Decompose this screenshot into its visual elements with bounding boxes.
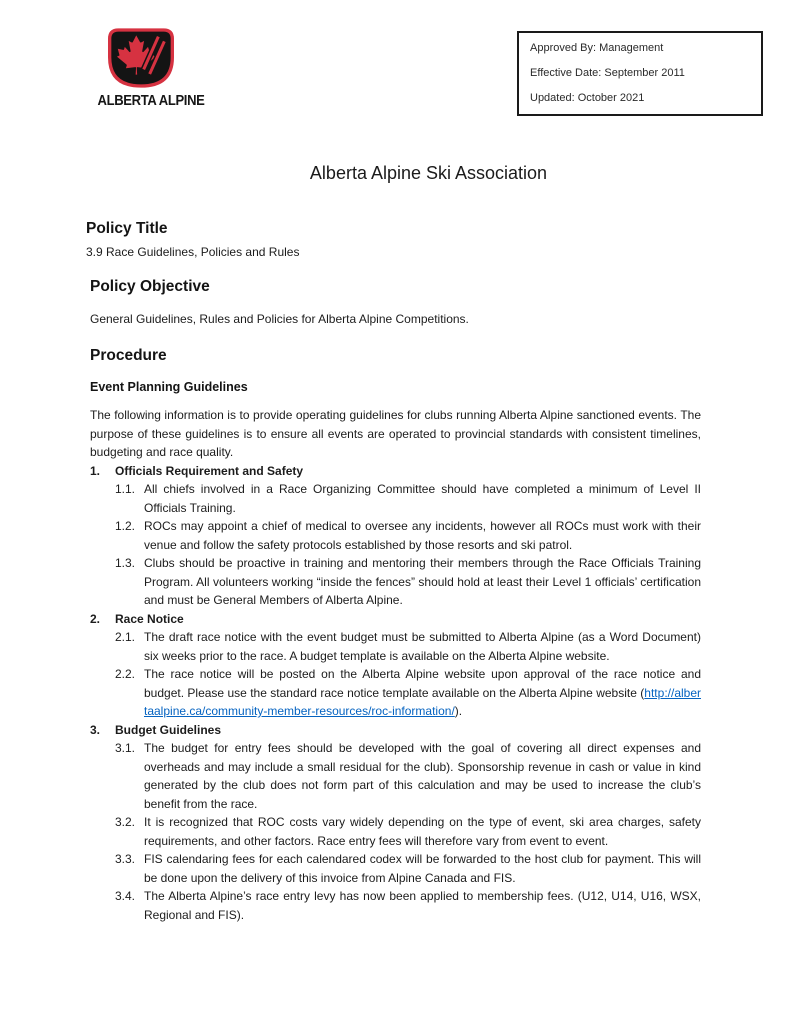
policy-objective-section (90, 277, 701, 925)
subitem-text: The draft race notice with the event budget must be submitted to Alberta Alpine (as a Word Document) six weeks prior to the race. A budget template is available on the Alberta Alpine website. (144, 630, 701, 663)
subitem-number: 1.2. (115, 519, 136, 533)
effective-date-text: Effective Date: September 2011 (530, 67, 685, 79)
list-item-officials (90, 462, 701, 481)
list-subitem-1-3 (90, 554, 701, 610)
roc-information-link[interactable]: http://albertaalpine.ca/community-member-resources/roc-information/ (144, 685, 701, 718)
logo-wordmark: ALBERTA ALPINE (97, 92, 205, 109)
list-subitem-1-1 (90, 480, 701, 517)
list-title: Budget Guidelines (115, 722, 222, 737)
subitem-number: 3.4. (115, 889, 136, 903)
list-subitem-2-2 (90, 665, 701, 721)
document-title: Alberta Alpine Ski Association (309, 163, 548, 183)
subitem-text: All chiefs involved in a Race Organizing Committee should have completed a minimum of Level II Officials Training. (144, 482, 701, 515)
list-number: 3. (90, 722, 101, 737)
subitem-text: FIS calendaring fees for each calendared codex will be forwarded to the host club for payment. This will be done upon the delivery of this invoice from Alpine Canada and FIS. (144, 852, 701, 885)
policy-title-heading: Policy Title (86, 220, 168, 237)
list-subitem-2-1 (90, 628, 701, 665)
approved-by-text: Approved By: Management (530, 42, 664, 54)
subitem-number: 3.1. (115, 741, 136, 755)
list-title: Officials Requirement and Safety (115, 463, 304, 478)
document-header (0, 0, 791, 150)
list-item-race-notice (90, 610, 701, 629)
list-subitem-3-2 (90, 813, 701, 850)
policy-title-section (86, 219, 701, 262)
subitem-number: 1.1. (115, 482, 136, 496)
alberta-alpine-logo (91, 28, 205, 109)
subitem-text: ROCs may appoint a chief of medical to oversee any incidents, however all ROCs must work with their venue and follow the safety protocols established by those resorts and ski patrol. (144, 519, 701, 552)
list-number: 2. (90, 611, 101, 626)
list-subitem-1-2 (90, 517, 701, 554)
procedure-intro: The following information is to provide operating guidelines for clubs running Alberta Alpine sanctioned events. The purpose of these guidelines is to ensure all events are operated to provincial standards with consistent timelines, budgeting and race quality. (90, 408, 701, 459)
subitem-number: 1.3. (115, 556, 136, 570)
policy-title-body: 3.9 Race Guidelines, Policies and Rules (86, 245, 300, 259)
subitem-text: Clubs should be proactive in training and mentoring their members through the Race Officials Training Program. All volunteers working “inside the fences” should hold at least their Level 1 officials’ certification and must be General Members of Alberta Alpine. (144, 556, 701, 607)
alberta-alpine-shield-icon (107, 28, 175, 88)
list-subitem-3-4 (90, 887, 701, 924)
updated-date-text: Updated: October 2021 (530, 92, 645, 104)
policy-objective-body: General Guidelines, Rules and Policies for Alberta Alpine Competitions. (90, 311, 469, 326)
subitem-text: It is recognized that ROC costs vary widely depending on the type of event, ski area charges, safety requirements, and other factors. Race entry fees will therefore vary from event to event. (144, 815, 701, 848)
list-number: 1. (90, 463, 101, 478)
subitem-text: The budget for entry fees should be developed with the goal of covering all direct expenses and overheads and may include a small residual for the club). Sponsorship revenue in cash or value in kind generated by the club does not form part of this calculation and may be used to increase the club’s benefit from the race. (144, 741, 701, 811)
event-planning-subheading: Event Planning Guidelines (90, 380, 248, 394)
approval-box (517, 31, 763, 116)
list-title: Race Notice (115, 611, 184, 626)
subitem-number: 3.2. (115, 815, 136, 829)
subitem-number: 2.1. (115, 630, 136, 644)
subitem-text-after-link: ). (454, 704, 463, 718)
list-subitem-3-3 (90, 850, 701, 887)
subitem-text: The Alberta Alpine’s race entry levy has now been applied to membership fees. (U12, U14, U16, WSX, Regional and FIS). (144, 889, 701, 922)
guidelines-list (90, 462, 701, 925)
subitem-text-before-link: The race notice will be posted on the Alberta Alpine website upon approval of the race notice and budget. Please use the standard race notice template available on the Alberta Alpine website ( (144, 667, 701, 700)
list-item-budget-guidelines (90, 721, 701, 740)
subitem-number: 3.3. (115, 852, 136, 866)
subitem-number: 2.2. (115, 667, 136, 681)
list-subitem-3-1 (90, 739, 701, 813)
subitem-text (144, 665, 701, 721)
procedure-heading: Procedure (90, 347, 167, 364)
policy-objective-heading: Policy Objective (90, 277, 210, 295)
